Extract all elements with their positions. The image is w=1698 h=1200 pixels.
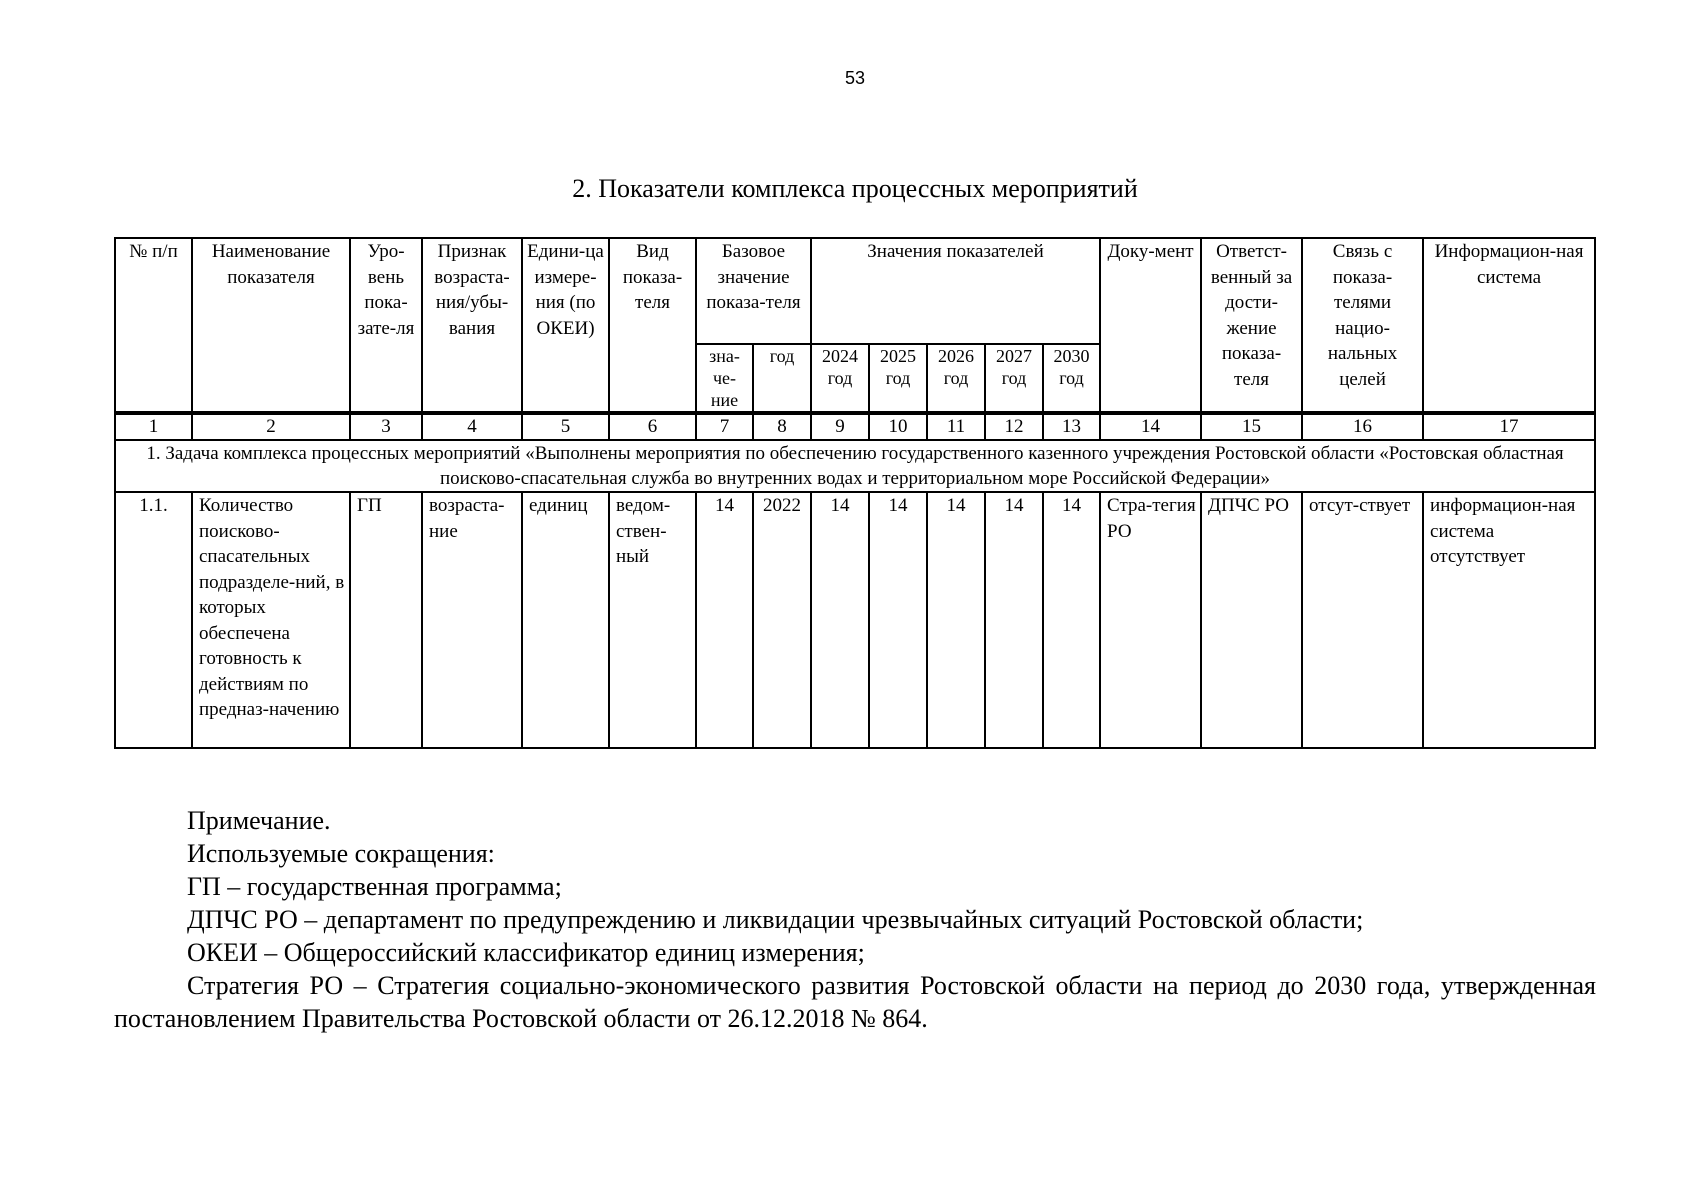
row-value-2030: 14	[1043, 492, 1100, 748]
row-unit: единиц	[522, 492, 609, 748]
row-doc: Стра-тегия РО	[1100, 492, 1201, 748]
row-kind: ведом-ствен-ный	[609, 492, 696, 748]
header-sign: Признак возраста-ния/убы-вания	[422, 238, 522, 413]
column-number: 11	[927, 413, 985, 440]
row-value-2024: 14	[811, 492, 869, 748]
column-number: 16	[1302, 413, 1423, 440]
row-value-2025: 14	[869, 492, 927, 748]
header-2027: 2027 год	[985, 344, 1043, 413]
column-number: 7	[696, 413, 753, 440]
header-level: Уро-вень пока-зате-ля	[350, 238, 422, 413]
row-value-2026: 14	[927, 492, 985, 748]
column-number: 4	[422, 413, 522, 440]
header-2025: 2025 год	[869, 344, 927, 413]
header-2030: 2030 год	[1043, 344, 1100, 413]
column-number: 17	[1423, 413, 1595, 440]
column-number: 5	[522, 413, 609, 440]
row-link: отсут-ствует	[1302, 492, 1423, 748]
note-strategy: Стратегия РО – Стратегия социально-экономического развития Ростовской области на период до 2030 года, утвержденная постановлением Правительства Ростовской области от 26.12.2018 № 864.	[114, 971, 1596, 1033]
indicators-table	[114, 237, 1596, 749]
header-doc: Доку-мент	[1100, 238, 1201, 413]
header-link: Связь с показа-телями нацио-нальных целей	[1302, 238, 1423, 413]
column-number: 9	[811, 413, 869, 440]
row-value-2027: 14	[985, 492, 1043, 748]
header-resp: Ответст-венный за дости-жение показа-теля	[1201, 238, 1302, 413]
column-number: 1	[115, 413, 192, 440]
header-base: Базовое значение показа-теля	[696, 238, 811, 344]
row-sign: возраста-ние	[422, 492, 522, 748]
column-number: 3	[350, 413, 422, 440]
notes-abbr-title: Используемые сокращения:	[187, 839, 495, 868]
row-name: Количество поисково-спасательных подразделе-ний, в которых обеспечена готовность к действиям по предназ-начению	[192, 492, 350, 748]
column-number: 6	[609, 413, 696, 440]
header-info: Информацион-ная система	[1423, 238, 1595, 413]
row-base-value: 14	[696, 492, 753, 748]
column-number: 14	[1100, 413, 1201, 440]
column-number: 2	[192, 413, 350, 440]
column-number: 13	[1043, 413, 1100, 440]
column-number: 15	[1201, 413, 1302, 440]
header-2026: 2026 год	[927, 344, 985, 413]
column-number: 12	[985, 413, 1043, 440]
table-row	[115, 492, 1595, 748]
header-num: № п/п	[115, 238, 192, 413]
column-number: 10	[869, 413, 927, 440]
row-level: ГП	[350, 492, 422, 748]
note-gp: ГП – государственная программа;	[187, 872, 562, 901]
page-title: 2. Показатели комплекса процессных мероприятий	[572, 174, 1138, 203]
header-base-value: зна-че-ние	[696, 344, 753, 413]
header-unit: Едини-ца измере-ния (по ОКЕИ)	[522, 238, 609, 413]
header-base-year: год	[753, 344, 811, 413]
notes-heading: Примечание.	[187, 806, 331, 835]
notes	[114, 804, 1596, 1035]
column-number: 8	[753, 413, 811, 440]
note-okei: ОКЕИ – Общероссийский классификатор единиц измерения;	[187, 938, 865, 967]
header-values: Значения показателей	[811, 238, 1100, 344]
header-name: Наименование показателя	[192, 238, 350, 413]
header-2024: 2024 год	[811, 344, 869, 413]
page-number: 53	[844, 68, 866, 88]
row-info: информацион-ная система отсутствует	[1423, 492, 1595, 748]
note-dpchs: ДПЧС РО – департамент по предупреждению и ликвидации чрезвычайных ситуаций Ростовской области;	[187, 905, 1364, 934]
header-kind: Вид показа-теля	[609, 238, 696, 413]
row-num: 1.1.	[115, 492, 192, 748]
row-base-year: 2022	[753, 492, 811, 748]
row-resp: ДПЧС РО	[1201, 492, 1302, 748]
section-title: 1. Задача комплекса процессных мероприятий «Выполнены мероприятия по обеспечению государственного казенного учреждения Ростовской области «Ростовская областная поисково-спасательная служба во внутренних водах и территориальном море Российской Федерации»	[115, 440, 1595, 492]
